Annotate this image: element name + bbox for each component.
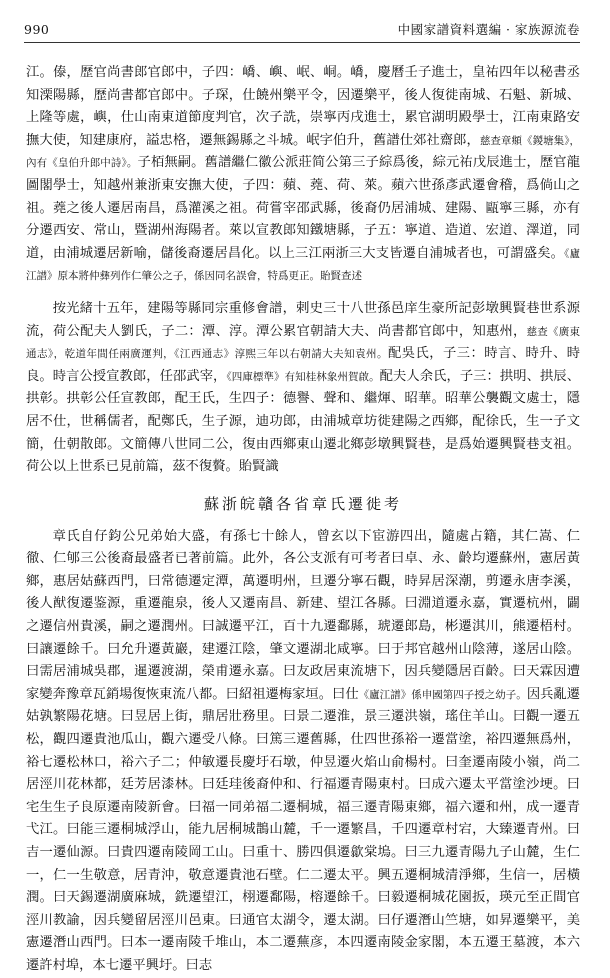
body-text: 配夫人余氏，子三：拱明、拱辰、拱彰。拱彰公任宣教郎，配王氏，生四子：德譽、聲和、繼煇、昭華。昭華公襲觀文處士，隱居不仕，世稱儒者，配鄭氏，生子源，迪功郎，由浦城章坊徙建陽之西鄉，配徐氏，生一子文簡，仕朝散郎。文簡傳八世同二公，復由西鄉東山遷北鄉彭墩興賢巷，是爲始遷興賢巷支祖。荷公以上世系已見前篇，茲不復贅。貽賢識 xyxy=(26,368,581,475)
body-text: 江。傣，歷官尚書郎官郎中，子四：嶠、嶼、岷、峒。嶠，慶曆壬子進士，皇祐四年以秘書丞知溧陽縣，歷尚書都官郎中。子琛，仕饒州樂平令，因遷樂平，後人復徙南城、石魁、新城、上隆等處，嶼，仕山南東道節度判官，次子詵，崇寧丙戌進士，累官湖明殿學士，江南東路安撫大使，知建康府，謚忠格，遷無錫縣之斗城。岷字伯升，舊譜仕郊社齋郎， xyxy=(26,65,580,148)
header-rule xyxy=(24,42,580,43)
body-text: 章氏自仔鈞公兄弟始大盛，有孫七十餘人，曾玄以下宦游四出，隨處占籍，其仁嵩、仁徹、仁郇三公後裔最盛者已著前篇。此外，各公支派有可考者曰卓、永、齡均遷蘇州，憲居黃鄉，惠居姑蘇西門，曰常德遷定潭，萬遷明州，旦遷分寧石觀，時昇居深潮，剪遷永唐李溪，後人猷復遷鉴源，重遷龍泉，後人又遷南昌、新建、望江各縣。曰淵道遷永嘉，實遷杭州，闢之遷信州貴溪，嗣之遷潤州。曰誠遷平江，百十九遷鄱縣，琥遷郎島，彬遷淇川，熊遷梧村。曰讓遷餘千。曰允升遷黃巖，建遷江陰，肇文遷湖北咸寧。曰于邦官越州山陰薄，遂居山陰。曰需居浦城吳郡，暹遷渡湖，榮甫遷永嘉。曰友政居東流塘下，因兵變隱居百齡。曰天霖因遭家變奔豫章瓦銷場復恢東流八都。曰紹祖遷梅家垣。曰仕 xyxy=(26,528,580,702)
section-heading: 蘇浙皖贛各省章氏遷徙考 xyxy=(203,494,402,513)
body-text: 因兵亂遷姑孰繁陽花塘。曰昱居上街，鼎居壯務里。曰景二遷淮，景三遷洪嶺，瑤住羊山。曰觀一遷五松，觀四遷貴池瓜山，觀六遷受八條。曰篤三遷舊縣，仕四世孫裕一遷當塗，裕四遷無爲州，裕七遷松林口，裕六子二；仲敏遷長慶圩石墩，仲昱遷火焰山俞楊村。曰奎遷南陵小嶺，尚二居涇川花林都，廷芳居漆林。曰廷珪後裔仲和、行福遷青陽東村。曰成六遷太平當塗沙埂。曰宅生生子良原遷南陵新會。曰福一同弟福二遷桐城，福三遷青陽東鄉，福六遷和州，成一遷青弋江。曰能三遷桐城浮山，能九居桐城鵲山麓，千一遷繁昌，千四遷章村宕，大臻遷青州。曰吉一遷仙源。曰貴四遷南陵岡工山。曰重十、勝四俱遷歙棠塢。曰三九遷青陽九子山麓，生仁一，仁一生敬意，居青沖，敬意遷貴池石壁。仁二遷太平。興五遷桐城清淨鄉，生信一，居橫潤。曰天錫遷湖廣麻城，銑遷望江，栩遷鄱陽，榕遷餘千。曰毅遷桐城花園扳，瑛元至正間官涇川教諭，因兵變留居涇川邑東。曰通官太湖令，遷太湖。曰仔遷潛山竺塘，如昇遷樂平，美憲遷潛山西門。曰本一遷南陵千堆山，本二遷蕪彦，本四遷南陵金家閣，本五遷王墓渡，本六遷許村埠，本七遷平興圩。曰志 xyxy=(26,686,581,973)
body-text: 按光緒十五年，建陽等縣同宗重修會譜，剌史三十八世孫邑庠生豪所記彭墩興賢巷世系源流，荷公配夫人劉氏，子二：潭、淳。潭公累官朝請大夫、尚書都官郎中，知惠州， xyxy=(26,300,580,339)
page-header xyxy=(24,20,580,40)
page-body xyxy=(26,62,581,973)
running-title: 中國家譜資料選編 · 家族源流卷 xyxy=(397,22,580,37)
page-number: 990 xyxy=(24,22,50,37)
inline-note: 《廬江譜》係申國第四子授之幼子。 xyxy=(358,688,527,701)
inline-note: 慈查《廣東通志》，乾道年間任兩廣運判，《江西通志》淳熙三年以右朝請大夫知袁州。 xyxy=(26,325,581,361)
inline-note: 《四庫標準》有知桂林象州賀啟。 xyxy=(226,370,380,383)
paragraph-zhang-lineage-continued xyxy=(26,62,580,288)
inline-note: 《廬江譜》原本將仲彝列作仁肇公之子，係因同名誤會，特爲更正。貽賢查述 xyxy=(26,247,580,283)
body-text: 子栢無嗣。舊譜繼仁徽公派莊简公第三子綜爲後，綜元祐戊辰進士，歷官龍圖閣學士，知越州兼浙東安撫大使，子四：蘋、蕘、荷、萊。蘋六世孫彥武遷會稽，爲倘山之祖。蕘之後人遷居南昌，爲灌溪之祖。荷嘗宰邵武縣，後裔仍居浦城、建陽、甌寧三縣，亦有分遷西安、常山，暨湖州海陽者。萊以宣教郎知鐵塘縣，子五：寧道、造道、宏道、澤道，同道，由浦城遷居新喻，儲後裔遷居昌化。以上三江兩浙三大支皆遷自浦城者也，可謂盛矣。 xyxy=(26,155,581,261)
paragraph-guangxu-note xyxy=(26,298,580,479)
body-text: 配吳氏，子三：時言、時升、時良。時言公授宣教郎，任邵武宰， xyxy=(26,346,581,384)
inline-note: 慈查章頫《鍐塘集》，內有《皇伯升郎中詩》。 xyxy=(26,134,581,170)
paragraph-migration-records xyxy=(26,526,580,978)
